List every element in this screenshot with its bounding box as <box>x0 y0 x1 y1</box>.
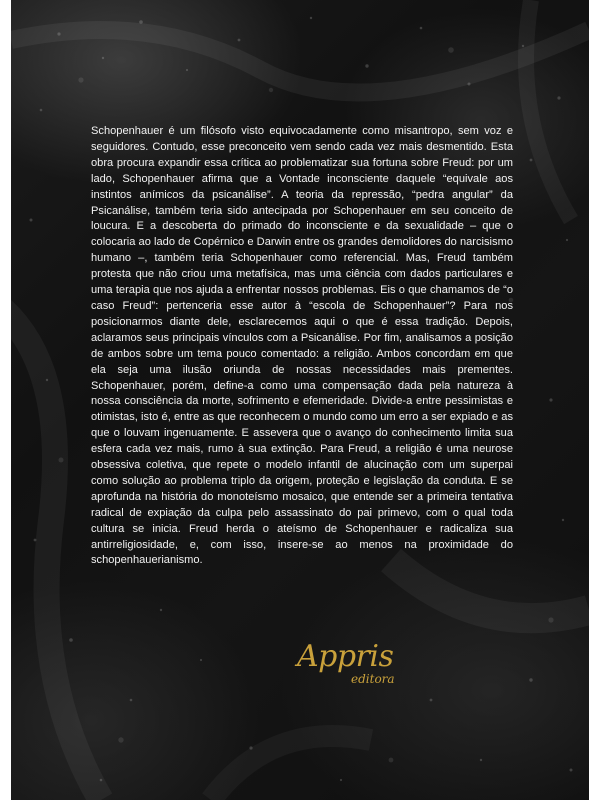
publisher-name: Appris <box>297 639 394 674</box>
publisher-subtitle: editora <box>351 672 395 686</box>
back-cover <box>11 0 589 800</box>
publisher-logo <box>297 640 407 690</box>
back-cover-synopsis: Schopenhauer é um filósofo visto equivocadamente como misantropo, sem voz e seguidores. Contudo, esse preconceito vem sendo cada vez mais desmentido. Esta obra procura expandir essa crítica ao problematizar sua fortuna sobre Freud: por um lado, Schopenhauer afirma que a Vontade inconsciente daquele “equivale aos instintos anímicos da psicanálise”. A teoria da repressão, “pedra angular” da Psicanálise, também teria sido antecipada por Schopenhauer em seu conceito de loucura. E a descoberta do primado do inconsciente e da sexualidade – que o colocaria ao lado de Copérnico e Darwin entre os grandes demolidores do narcisismo humano –, também teria Schopenhauer como referencial. Mas, Freud também protesta que não criou uma metafísica, mas uma ciência com dados particulares e uma terapia que nos ajuda a enfrentar nossos problemas. Eis o que chamamos de “o caso Freud”: pertenceria esse autor à “escola de Schopenhauer”? Para nos posicionarmos diante dele, esclarecemos aqui o que é essa tradição. Depois, aclaramos seus principais vínculos com a Psicanálise. Por fim, analisamos a posição de ambos sobre um tema pouco comentado: a religião. Ambos concordam em que ela seja uma ilusão oriunda de nossas necessidades mais prementes. Schopenhauer, porém, define-a como uma compensação dada pela natureza à nossa consciência da morte, sofrimento e efemeridade. Divide-a entre pessimistas e otimistas, isto é, entre as que reconhecem o mundo como um erro a ser expiado e as que o louvam ingenuamente. E assevera que o avanço do conhecimento limita sua esfera cada vez mais, rumo à sua extinção. Para Freud, a religião é uma neurose obsessiva coletiva, que repete o modelo infantil de alucinação com um superpai como solução ao problema triplo da origem, proteção e legislação da conduta. E se aprofunda na história do monoteísmo mosaico, que entende ser a primeira tentativa radical de expiação da culpa pelo assassinato do pai primevo, com o qual toda cultura se inicia. Freud herda o ateísmo de Schopenhauer e radicaliza sua antirreligiosidade, e, com isso, insere-se ao menos na proximidade do schopenhauerianismo. <box>91 125 513 567</box>
